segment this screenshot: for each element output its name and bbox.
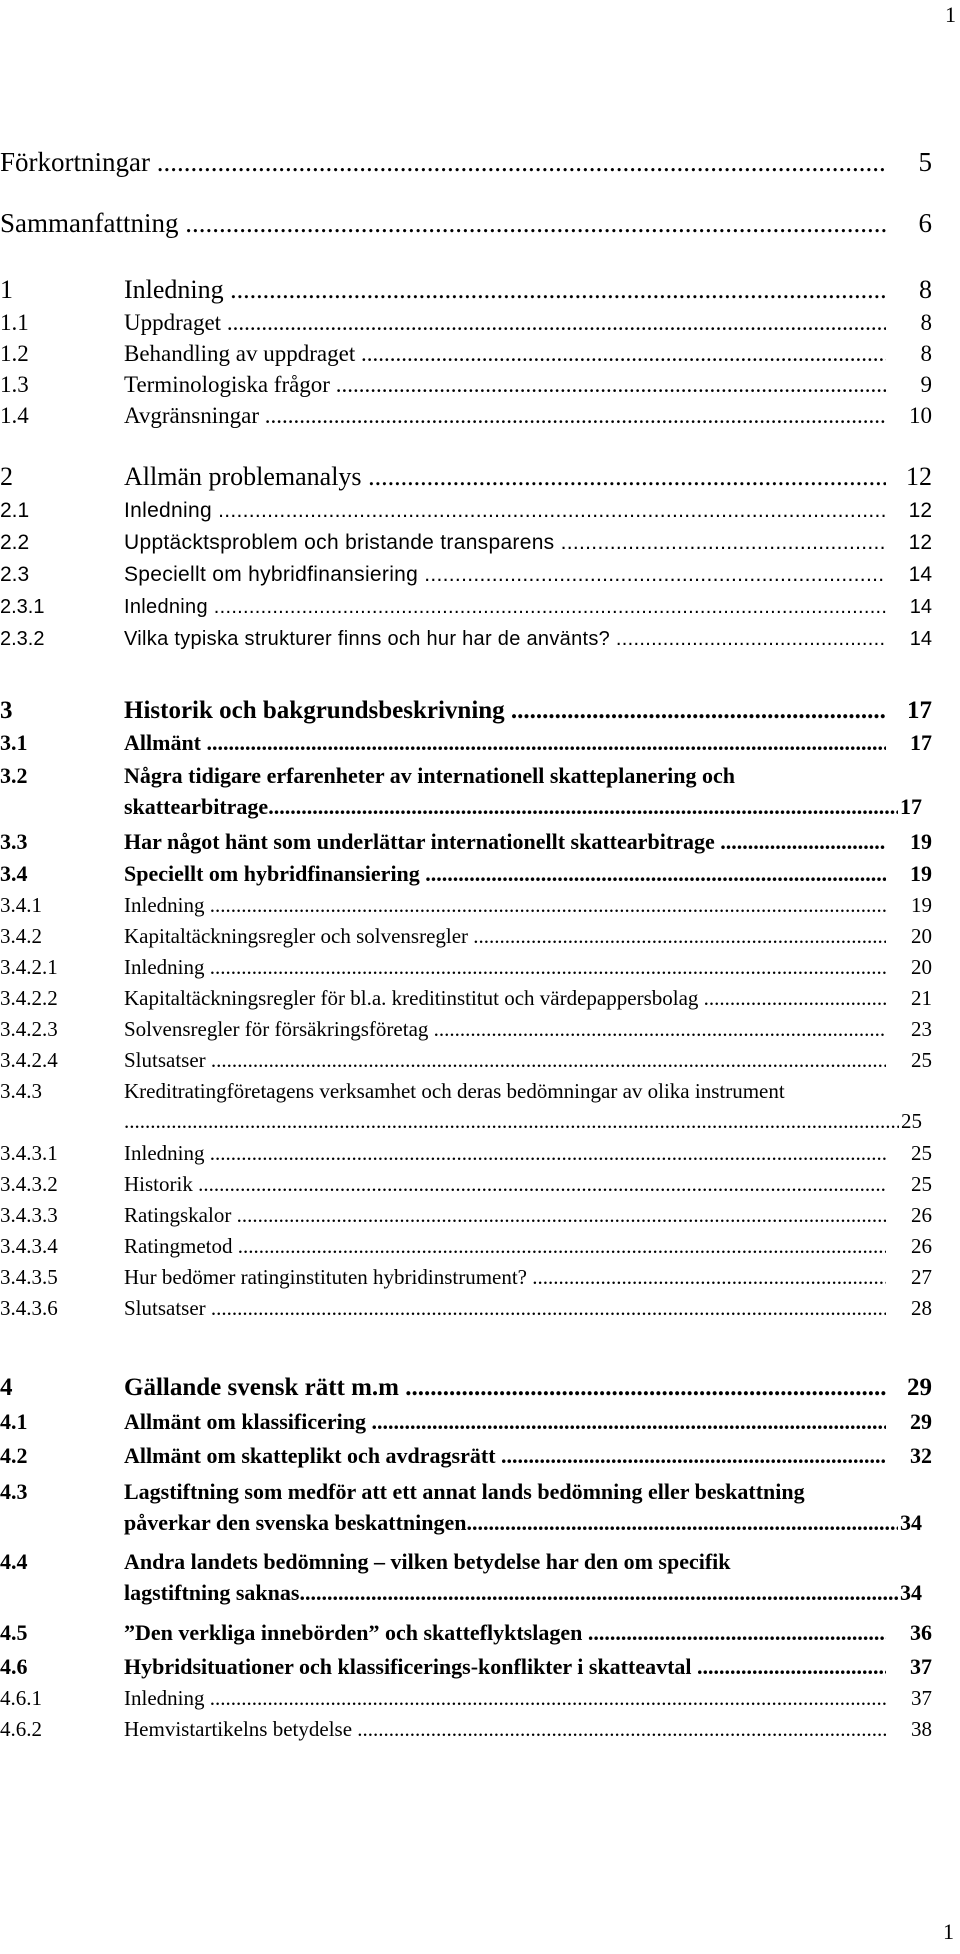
toc-page: 12 [908, 499, 932, 522]
toc-title: Förkortningar ..... [0, 145, 886, 179]
toc-title: Hur bedömer ratinginstituten hybridinstrument? ..... [124, 1262, 886, 1292]
toc-title: Inledning ..... [124, 952, 886, 982]
toc-title-line2: skattearbitrage [124, 794, 269, 819]
toc-entry-chapter-4[interactable] [0, 1371, 944, 1405]
toc-page: 34 [900, 1510, 922, 1535]
toc-entry-1-1[interactable] [0, 307, 944, 341]
toc-number: 3.4.2.3 [0, 1017, 58, 1041]
toc-number: 3.4.3.6 [0, 1296, 58, 1320]
toc-number: 3.4.2.4 [0, 1048, 58, 1072]
toc-number: 3.4.3.1 [0, 1141, 58, 1165]
toc-page: 36 [910, 1620, 932, 1645]
toc-entry-4-6-1[interactable] [0, 1683, 944, 1717]
toc-page: 20 [911, 955, 932, 979]
toc-title: Allmänt om klassificering ..... [124, 1406, 886, 1437]
toc-page: 8 [920, 341, 932, 366]
toc-entry-4-2[interactable] [0, 1440, 944, 1474]
toc-page: 9 [920, 372, 932, 397]
toc-title: Inledning ..... [124, 496, 886, 526]
toc-title: Allmänt om skatteplikt och avdragsrätt ..... [124, 1440, 886, 1471]
toc-number: 4.5 [0, 1620, 28, 1645]
toc-entry-2-3-1[interactable] [0, 592, 944, 626]
toc-entry-4-4[interactable] [0, 1546, 944, 1612]
toc-leader [268, 791, 898, 822]
toc-number: 3.1 [0, 730, 28, 755]
toc-entry-3-3[interactable] [0, 826, 944, 860]
toc-page: 26 [911, 1203, 932, 1227]
toc-title: Slutsatser ..... [124, 1045, 886, 1075]
toc-page: 26 [911, 1234, 932, 1258]
toc-title: Gällande svensk rätt m.m ..... [124, 1371, 886, 1405]
toc-page: 19 [910, 861, 932, 886]
toc-entry-2-3-2[interactable] [0, 624, 944, 658]
toc-page: 27 [911, 1265, 932, 1289]
toc-title-line2: påverkar den svenska beskattningen [124, 1510, 467, 1535]
toc-page: 29 [907, 1374, 932, 1401]
toc-number: 4.1 [0, 1409, 28, 1434]
toc-entry-1-4[interactable] [0, 400, 944, 434]
toc-entry-4-6-2[interactable] [0, 1714, 944, 1748]
toc-title: Ratingmetod ..... [124, 1231, 886, 1261]
toc-number: 4.2 [0, 1443, 28, 1468]
toc-number: 4.6.1 [0, 1686, 42, 1710]
toc-title: Ratingskalor ..... [124, 1200, 886, 1230]
toc-number: 4.4 [0, 1549, 28, 1574]
toc-title: Inledning ..... [124, 1683, 886, 1713]
toc-entry-3-4-2-4[interactable] [0, 1045, 944, 1079]
toc-title: Vilka typiska strukturer finns och hur har de använts? ..... [124, 624, 886, 654]
toc-entry-2-1[interactable] [0, 496, 944, 530]
toc-entry-4-5[interactable] [0, 1617, 944, 1651]
toc-page: 12 [906, 462, 932, 491]
toc-title-line1: Andra landets bedömning – vilken betydelse har den om specifik [124, 1549, 731, 1574]
toc-title: Upptäcktsproblem och bristande transparens ..... [124, 528, 886, 558]
toc-page: 14 [909, 628, 932, 650]
toc-page: 17 [907, 697, 932, 724]
toc-entry-1-2[interactable] [0, 338, 944, 372]
toc-entry-sammanfattning[interactable] [0, 206, 944, 240]
toc-entry-3-4-3-2[interactable] [0, 1169, 944, 1203]
toc-entry-4-6[interactable] [0, 1651, 944, 1685]
toc-number: 4.6 [0, 1654, 28, 1679]
toc-title: Allmän problemanalys ..... [124, 460, 886, 494]
toc-page: 28 [911, 1296, 932, 1320]
toc-number: 2.1 [0, 499, 30, 522]
toc-title-line1: Några tidigare erfarenheter av internationell skatteplanering och [124, 763, 736, 788]
toc-title: Allmänt ..... [124, 727, 886, 758]
toc-number: 2.3.1 [0, 596, 45, 618]
toc-entry-3-1[interactable] [0, 727, 944, 761]
toc-number: 2 [0, 462, 13, 491]
toc-number: 1.1 [0, 310, 29, 335]
toc-title: Har något hänt som underlättar internationellt skattearbitrage ..... [124, 826, 886, 857]
toc-entry-3-4-3[interactable] [0, 1076, 944, 1138]
toc-page: 8 [920, 310, 932, 335]
page-number-top: 1 [945, 2, 956, 27]
toc-title: Hemvistartikelns betydelse ..... [124, 1714, 886, 1744]
toc-page: 34 [900, 1580, 922, 1605]
toc-number: 2.2 [0, 531, 30, 554]
toc-entry-chapter-2[interactable] [0, 460, 944, 494]
toc-entry-1-3[interactable] [0, 369, 944, 403]
toc-number: 3.4 [0, 861, 28, 886]
toc-entry-chapter-3[interactable] [0, 694, 944, 728]
toc-entry-3-4-2[interactable] [0, 921, 944, 955]
toc-page: 25 [911, 1172, 932, 1196]
toc-number: 3.4.3.4 [0, 1234, 58, 1258]
toc-number: 1 [0, 275, 13, 304]
toc-title: ”Den verkliga innebörden” och skatteflyktslagen ..... [124, 1617, 886, 1648]
toc-entry-3-4-3-5[interactable] [0, 1262, 944, 1296]
toc-number: 3.2 [0, 763, 28, 788]
toc-leader [299, 1577, 898, 1608]
toc-number: 3.4.3.2 [0, 1172, 58, 1196]
toc-entry-3-4-1[interactable] [0, 890, 944, 924]
toc-title: Behandling av uppdraget ..... [124, 338, 886, 370]
toc-entry-3-4-3-3[interactable] [0, 1200, 944, 1234]
page-number-bottom: 1 [943, 1919, 954, 1944]
toc-title: Kapitaltäckningsregler och solvensregler ..... [124, 921, 886, 951]
toc-title: Speciellt om hybridfinansiering ..... [124, 858, 886, 889]
toc-title: Avgränsningar ..... [124, 400, 886, 432]
toc-entry-3-4-3-6[interactable] [0, 1293, 944, 1327]
toc-title: Kapitaltäckningsregler för bl.a. kreditinstitut och värdepappersbolag ..... [124, 983, 886, 1013]
toc-page: 20 [911, 924, 932, 948]
toc-entry-2-2[interactable] [0, 528, 944, 562]
toc-page: 10 [909, 403, 932, 428]
toc-number: 1.4 [0, 403, 29, 428]
toc-title: Terminologiska frågor ..... [124, 369, 886, 401]
toc-leader [124, 1106, 899, 1136]
toc-leader [467, 1507, 899, 1538]
toc-number: 4 [0, 1374, 13, 1401]
toc-page: 25 [901, 1109, 922, 1133]
toc-page: 29 [910, 1409, 932, 1434]
toc-page: 37 [910, 1654, 932, 1679]
toc-title: Inledning ..... [124, 1138, 886, 1168]
toc-title: Hybridsituationer och klassificerings-konflikter i skatteavtal ..... [124, 1651, 886, 1682]
toc-title-line1: Lagstiftning som medför att ett annat lands bedömning eller beskattning [124, 1479, 805, 1504]
toc-entry-3-4[interactable] [0, 858, 944, 892]
toc-number: 4.3 [0, 1479, 28, 1504]
toc-number: 3.4.3.5 [0, 1265, 58, 1289]
toc-entry-chapter-1[interactable] [0, 273, 944, 307]
toc-number: 3.4.1 [0, 893, 42, 917]
toc-number: 1.2 [0, 341, 29, 366]
toc-page: 14 [908, 563, 932, 586]
toc-page: 32 [910, 1443, 932, 1468]
toc-page: 19 [911, 893, 932, 917]
toc-number: 2.3.2 [0, 628, 45, 650]
toc-title: Sammanfattning ..... [0, 206, 886, 240]
toc-entry-forkortningar[interactable] [0, 145, 944, 179]
toc-number: 3.4.2.1 [0, 955, 58, 979]
toc-page: 17 [900, 794, 922, 819]
toc-entry-4-1[interactable] [0, 1406, 944, 1440]
toc-entry-4-3[interactable] [0, 1476, 944, 1542]
toc-page: 6 [918, 208, 932, 238]
toc-page: 23 [911, 1017, 932, 1041]
toc-page: 21 [911, 986, 932, 1010]
toc-number: 4.6.2 [0, 1717, 42, 1741]
toc-page: 8 [919, 275, 932, 304]
toc-number: 3 [0, 697, 13, 724]
toc-entry-3-4-2-2[interactable] [0, 983, 944, 1017]
toc-entry-3-4-2-3[interactable] [0, 1014, 944, 1048]
toc-page: 14 [909, 596, 932, 618]
toc-title: Historik och bakgrundsbeskrivning ..... [124, 694, 886, 728]
toc-entry-3-4-2-1[interactable] [0, 952, 944, 986]
toc-number: 3.3 [0, 829, 28, 854]
toc-page: 12 [908, 531, 932, 554]
toc-number: 1.3 [0, 372, 29, 397]
toc-entry-2-3[interactable] [0, 560, 944, 594]
toc-page: 25 [911, 1141, 932, 1165]
toc-title: Inledning ..... [124, 592, 886, 622]
toc-page: 19 [910, 829, 932, 854]
toc-number: 3.4.3.3 [0, 1203, 58, 1227]
toc-title: Uppdraget ..... [124, 307, 886, 339]
toc-title: Inledning ..... [124, 273, 886, 307]
toc-title: Inledning ..... [124, 890, 886, 920]
toc-page: 17 [910, 730, 932, 755]
toc-page: 5 [918, 147, 932, 177]
toc-title: Slutsatser ..... [124, 1293, 886, 1323]
toc-number: 3.4.3 [0, 1079, 42, 1103]
toc-page: 37 [911, 1686, 932, 1710]
toc-number: 3.4.2.2 [0, 986, 58, 1010]
toc-title: Solvensregler för försäkringsföretag ..... [124, 1014, 886, 1044]
toc-number: 3.4.2 [0, 924, 42, 948]
toc-entry-3-2[interactable] [0, 760, 944, 830]
toc-title: Historik ..... [124, 1169, 886, 1199]
toc-number: 2.3 [0, 563, 30, 586]
toc-title: Speciellt om hybridfinansiering ..... [124, 560, 886, 590]
toc-title-line2: lagstiftning saknas [124, 1580, 300, 1605]
toc-entry-3-4-3-1[interactable] [0, 1138, 944, 1172]
toc-title-line1: Kreditratingföretagens verksamhet och deras bedömningar av olika instrument [124, 1079, 785, 1103]
toc-page: 38 [911, 1717, 932, 1741]
toc-page: 25 [911, 1048, 932, 1072]
toc-entry-3-4-3-4[interactable] [0, 1231, 944, 1265]
